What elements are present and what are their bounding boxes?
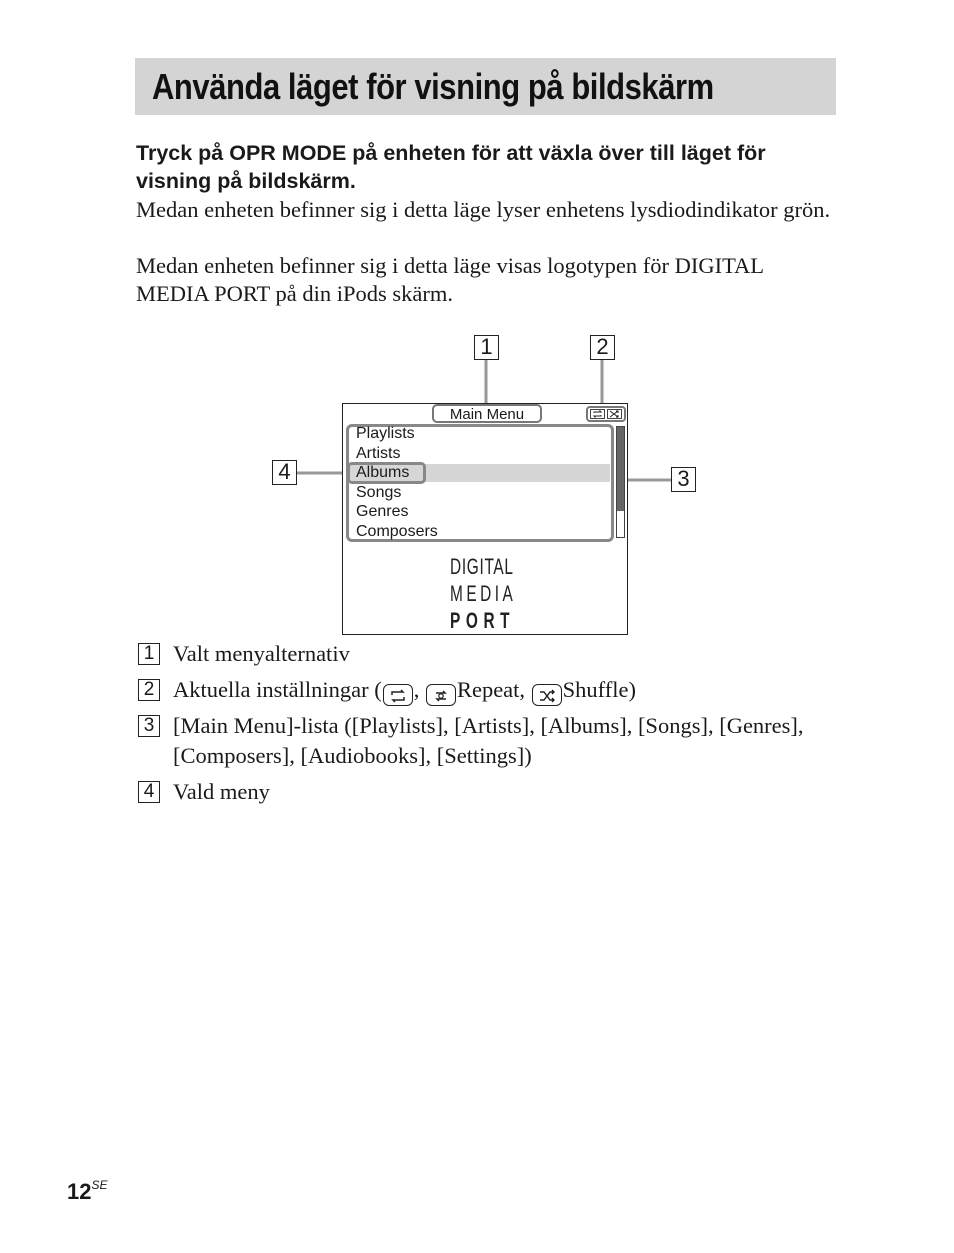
repeat-one-icon xyxy=(426,684,456,706)
menu-item-composers[interactable]: Composers xyxy=(356,522,438,540)
menu-item-playlists[interactable]: Playlists xyxy=(356,425,415,442)
legend-2-sep: , xyxy=(413,677,420,702)
callout-1: 1 xyxy=(474,335,499,360)
callout-4: 4 xyxy=(272,460,297,485)
page-number-value: 12 xyxy=(67,1179,92,1204)
body-paragraph-2: Medan enheten befinner sig i detta läge visas logotypen för DIGITAL MEDIA PORT på din iPods skärm. xyxy=(136,253,764,306)
shuffle-icon xyxy=(607,409,622,419)
logo-media: MEDIA xyxy=(450,581,517,606)
menu-item-albums[interactable]: Albums xyxy=(356,464,410,481)
legend-2-repeat-label: Repeat, xyxy=(456,677,526,702)
repeat-all-icon xyxy=(383,684,413,706)
page-title: Använda läget för visning på bildskärm xyxy=(152,66,714,107)
legend-num-2: 2 xyxy=(138,679,160,701)
scrollbar[interactable] xyxy=(616,426,625,538)
page-number-suffix: SE xyxy=(91,1178,108,1192)
legend-text-3a: [Main Menu]-lista ([Playlists], [Artists], [Albums], [Songs], [Genres], xyxy=(173,713,804,738)
logo-digital: DIGITAL xyxy=(450,554,514,579)
menu-item-songs[interactable]: Songs xyxy=(356,483,402,501)
callout-3: 3 xyxy=(671,467,696,492)
shuffle-legend-icon xyxy=(532,684,562,706)
main-menu-header: Main Menu xyxy=(432,404,542,423)
legend-num-3: 3 xyxy=(138,715,160,737)
legend-text-4: Vald meny xyxy=(173,779,270,804)
legend-num-1: 1 xyxy=(138,643,160,665)
legend-2-prefix: Aktuella inställningar ( xyxy=(173,677,382,702)
legend-text-2 xyxy=(173,675,636,706)
selected-item-frame xyxy=(347,462,426,484)
callout-2: 2 xyxy=(590,335,615,360)
menu-item-genres[interactable]: Genres xyxy=(356,503,409,520)
page-number xyxy=(67,1178,108,1205)
legend-num-4: 4 xyxy=(138,781,160,803)
legend-2-shuffle-label: Shuffle) xyxy=(562,677,636,702)
legend-text-3b: [Composers], [Audiobooks], [Settings]) xyxy=(173,743,532,768)
menu-item-artists[interactable]: Artists xyxy=(356,444,401,462)
logo-port: PORT xyxy=(450,608,516,633)
instruction-heading: Tryck på OPR MODE på enheten för att växla över till läget för visning på bildskärm. xyxy=(136,141,766,193)
body-paragraph-1: Medan enheten befinner sig i detta läge lyser enhetens lysdiodindikator grön. xyxy=(136,197,831,222)
legend-text-1: Valt menyalternativ xyxy=(173,641,350,666)
current-settings-indicator xyxy=(586,406,626,422)
repeat-icon xyxy=(590,409,605,419)
scroll-thumb[interactable] xyxy=(617,427,624,511)
